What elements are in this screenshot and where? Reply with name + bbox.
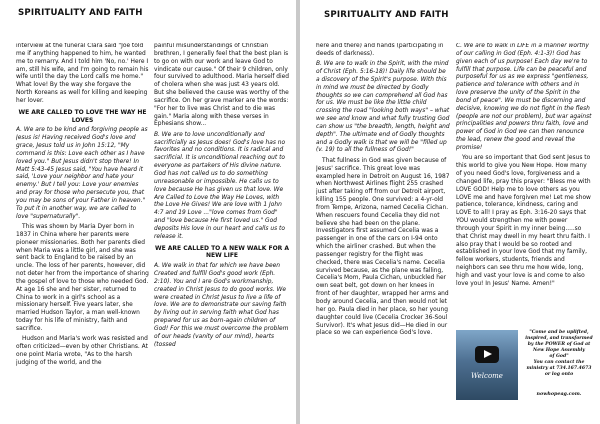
church-video-thumbnail[interactable] [456, 330, 518, 400]
paragraph: A. We are to be kind and forgiving people as Jesus is! Having received God's love and grace, Jesus told us in John 15:12, "My command is this: Love each other as I have loved you." But Jesus didn't stop there! In Matt 5:43-45 Jesus said, "You have heard it said, 'Love your neighbor and hate your enemy.' But I tell you: Love your enemies and pray for those who persecute you, that you may be sons of your Father in heaven." To put it in another way, we are called to love "supernaturally". [16, 127, 148, 220]
paragraph: B. We are to walk in the Spirit, with the mind of Christ (Eph. 5:16-18)! Daily life should be a discovery of the Spirit's purpose. With this in mind we must be directed by Godly thoughts so we can comprehend all God has for us. We must be like the little child crossing the road "looking both ways" – what we see and know and what fully trusting God can show us "the breadth, length, height and depth". The ultimate end of Godly thoughts and a Godly walk is that we will be "filled up (v. 19) to all the fullness of God!" [316, 61, 450, 154]
thumbnail-caption: Welcome [471, 372, 503, 380]
church-advertisement [456, 330, 596, 400]
ad-website-link[interactable]: nowhopeag.com. [536, 391, 582, 397]
ad-line: ministry at 734.167.4673 [526, 365, 592, 371]
ad-line: by the POWER of God at [527, 341, 591, 347]
left-column-1 [16, 43, 149, 422]
paragraph: Hudson and Maria's work was resisted and often criticized—even by other Christians. At one point Maria wrote, "As to the harsh judging of the world, and the [16, 336, 148, 366]
paragraph: That fullness in God was given because of Jesus' sacrifice. This great love was exampled here in Detroit on August 16, 1987 when Northwest Airlines flight 255 crashed just after taking off from our Detroit airport, killing 155 people. One survived: a 4-yr-old from Tempe, Arizona, named Cecelia Cichan. When rescuers found Cecelia they did not believe she had been on the plane. Investigators first assumed Cecelia was a passenger in one of the cars on I-94 onto which the airliner crashed. But when the passenger registry for the flight was checked, there was Cecelia's name. Cecelia survived because, as the plane was falling, Cecelia's Mom, Paula Cichan, unbuckled her own seat belt, got down on her knees in front of her daughter, wrapped her arms and body around Cecelia, and then would not let her go. Paula died in her place, so her young daughter could live (Cecelia Crocker 36-Soul Survivor). It's what Jesus did—He died in our place so we can experience God's love. [316, 157, 450, 337]
play-icon[interactable] [475, 346, 499, 363]
left-page [0, 0, 296, 424]
page-title-right: SPIRITUALITY AND FAITH [324, 10, 449, 20]
ad-line: of God" [549, 353, 569, 359]
ad-line: New Hope Assembly [533, 347, 585, 353]
right-column-1 [316, 43, 450, 422]
ad-line: "Come and be uplifted, [529, 330, 589, 335]
section-heading: WE ARE CALLED TO A NEW WALK FOR A NEW LIFE [154, 244, 290, 260]
paragraph: here and there) and hands (participating in deeds of darkness). [316, 43, 444, 57]
paragraph: B. We are to love unconditionally and sacrificially as Jesus does! God's love has no favorites and no conditions. It is radical and sacrificial. It is unconditional reaching out to everyone as partakers of His divine nature. God has not called us to do something unreasonable or impossible. He calls us to love because He has given us that love. We Are Called to Love the Way He Loves, with the Love He Gives! We are love with 1 John 4:7 and 19 Love ..."love comes from God" and "love because He first loved us." God deposits His love in our heart and calls us to release it. [154, 131, 286, 240]
ad-line: inspired, and transformed [525, 335, 593, 341]
paragraph: painful misunderstandings of Christian brethren, I generally feel that the best plan is to go on with our work and leave God to vindicate our cause." Of their 9 children, only four survived to adulthood. Maria herself died of cholera when she was just 43 years old. But she believed the cause was worthy of the sacrifice. On her grave marker are the words: "For her to live was Christ and to die was gain." Maria along with these verses in Ephesians show... [154, 43, 290, 128]
paragraph: interview at the funeral Clara said "Joe told me if anything happened to him, he wanted me to remarry. And I told him 'No, no.' Here I am, still his wife, and I'm going to remain his wife until the day the Lord calls me home." What love! By the way she forgave the North Koreans as well for killing and keeping her lover. [16, 43, 149, 104]
paragraph: C. We are to walk in LIFE in a manner worthy of our calling in God (Eph. 4:1-3)! God has given each of us purpose! Each day we're to fulfill that purpose. Life can be peaceful and purposeful for us as we express "gentleness, patience and tolerance with others and in love preserve the unity of the Spirit in the bond of peace". We must be discerning and decisive, knowing we do not fight in the flesh (people are not our problem), but war against principalities and powers thru faith, love and power of God in God we can then renounce the lead, renew the good and reveal the promise! [456, 43, 592, 151]
paragraph: You are so important that God sent Jesus to this world to give you New Hope. How many of you need God's love, forgiveness and a changed life, pray this prayer: "Bless me with LOVE GOD! Help me to love others as you LOVE me and have forgiven me! Let me show patience, tolerance, kindness, caring and LOVE to all! I pray as Eph. 3:16-20 says that YOU would strengthen me with power through your Spirit in my inner being.....so that Christ may dwell in my heart thru faith. I also pray that I would be so rooted and established in your love God that my family, fellow workers, students, friends and neighbors can see thru me how wide, long, high and vast your love is and come to also love you! In Jesus' Name. Amen!" [456, 155, 591, 287]
page-title-left: SPIRITUALITY AND FAITH [18, 8, 143, 18]
ad-text [522, 330, 596, 378]
paragraph: This was shown by Maria Dyer born in 1837 in China where her parents were pioneer missionaries. Both her parents died when Maria was a little girl, and she was sent back to England to be raised by an uncle. The loss of her parents, however, did not deter her from the importance of sharing the gospel of love to those who needed God. At age 16 she and her sister, returned to China to work in a girl's school as a missionary herself. Five years later, she married Hudson Taylor, a man well-known today for his life of ministry, faith and sacrifice. [16, 223, 149, 332]
section-heading: WE ARE CALLED TO LOVE THE WAY HE LOVES [18, 108, 147, 124]
paragraph: A. We walk in that for which we have been Created and fulfill God's good work (Eph. 2:10). You and I are God's workmanship, created in Christ Jesus to do good works. We were created in Christ Jesus to live a life of love. We are to demonstrate our saving faith by living out in serving faith what God has prepared for us as born-again children of God! For this we must overcome the problem of our heads (vanity of our mind), hearts (tossed [154, 263, 289, 348]
ad-line: You can contact the [533, 359, 585, 365]
right-page [300, 0, 600, 424]
left-column-2 [154, 43, 290, 422]
ad-line: or log onto [544, 371, 574, 377]
